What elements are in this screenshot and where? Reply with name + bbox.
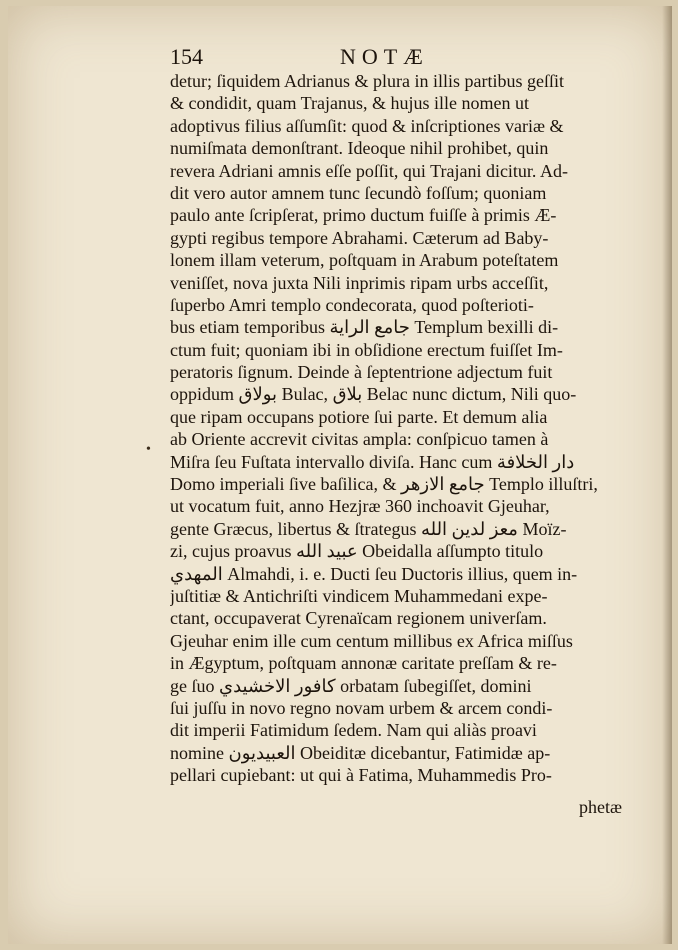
text-line: oppidum بولاق Bulac, بلاق Belac nunc dictum, Nili quo-	[170, 384, 577, 405]
text-line: revera Adriani amnis eſſe poſſit, qui Trajani dicitur. Ad-	[170, 160, 568, 181]
page-number: 154	[170, 44, 203, 69]
running-head	[170, 44, 630, 72]
text-line: bus etiam temporibus جامع الراية Templum bexilli di-	[170, 317, 559, 338]
running-title: NOTÆ	[340, 44, 429, 69]
text-line: nomine العبيديون Obeiditæ dicebantur, Fatimidæ ap-	[170, 742, 551, 763]
text-line: & condidit, quam Trajanus, & hujus ille nomen ut	[170, 93, 529, 114]
page-edge-shadow	[662, 6, 672, 944]
text-line: paulo ante ſcripſerat, primo ductum fuiſſe à primis Æ-	[170, 205, 557, 226]
text-line: Miſra ſeu Fuſtata intervallo diviſa. Hanc cum دار الخلافة	[170, 451, 575, 472]
text-line: veniſſet, nova juxta Nili inprimis ripam urbs acceſſit,	[170, 272, 549, 293]
body-text	[170, 70, 626, 787]
text-line: numiſmata demonſtrant. Ideoque nihil prohibet, quin	[170, 138, 549, 159]
text-line: ſui juſſu in novo regno novam urbem & arcem condi-	[170, 697, 553, 718]
text-line: gente Græcus, libertus & ſtrategus معز لدين الله Moïz-	[170, 518, 567, 539]
text-line: المهدي Almahdi, i. e. Ducti ſeu Ductoris illius, quem in-	[170, 563, 578, 584]
text-line: in Ægyptum, poſtquam annonæ caritate preſſam & re-	[170, 653, 557, 674]
text-line: dit vero autor amnem tunc ſecundò foſſum; quoniam	[170, 182, 547, 203]
text-line: Gjeuhar enim ille cum centum millibus ex Africa miſſus	[170, 630, 573, 651]
text-line: Domo imperiali ſive baſilica, & جامع الازهر Templo illuſtri,	[170, 474, 598, 495]
text-line: que ripam occupans potiore ſui parte. Et demum alia	[170, 406, 548, 427]
text-line: zi, cujus proavus عبيد الله Obeidalla aſſumpto titulo	[170, 541, 544, 562]
text-line: ſuperbo Amri templo condecorata, quod poſterioti-	[170, 294, 534, 315]
catchword: phetæ	[579, 797, 622, 817]
text-line: dit imperii Fatimidum ſedem. Nam qui aliàs proavi	[170, 720, 537, 741]
text-line: peratoris ſignum. Deinde à ſeptentrione adjectum fuit	[170, 362, 553, 383]
text-line: ge ſuo كافور الاخشيدي orbatam ſubegiſſet, domini	[170, 675, 532, 696]
text-line: ctant, occupaverat Cyrenaïcam regionem univerſam.	[170, 608, 547, 629]
text-line: pellari cupiebant: ut qui à Fatima, Muhammedis Pro-	[170, 765, 552, 786]
text-line: adoptivus filius aſſumſit: quod & inſcriptiones variæ &	[170, 115, 564, 136]
text-line: ctum fuit; quoniam ibi in obſidione erectum fuiſſet Im-	[170, 339, 563, 360]
text-line: gypti regibus tempore Abrahami. Cæterum ad Baby-	[170, 227, 549, 248]
text-line: ut vocatum fuit, anno Hezjræ 360 inchoavit Gjeuhar,	[170, 496, 550, 517]
text-line: detur; ſiquidem Adrianus & plura in illis partibus geſſit	[170, 71, 564, 91]
text-line: lonem illam veterum, poſtquam in Arabum poteſtatem	[170, 250, 559, 271]
margin-mark: •	[146, 442, 151, 457]
text-line: juſtitiæ & Antichriſti vindicem Muhammedani expe-	[170, 585, 548, 606]
text-line: ab Oriente accrevit civitas ampla: conſpicuo tamen à	[170, 429, 549, 450]
